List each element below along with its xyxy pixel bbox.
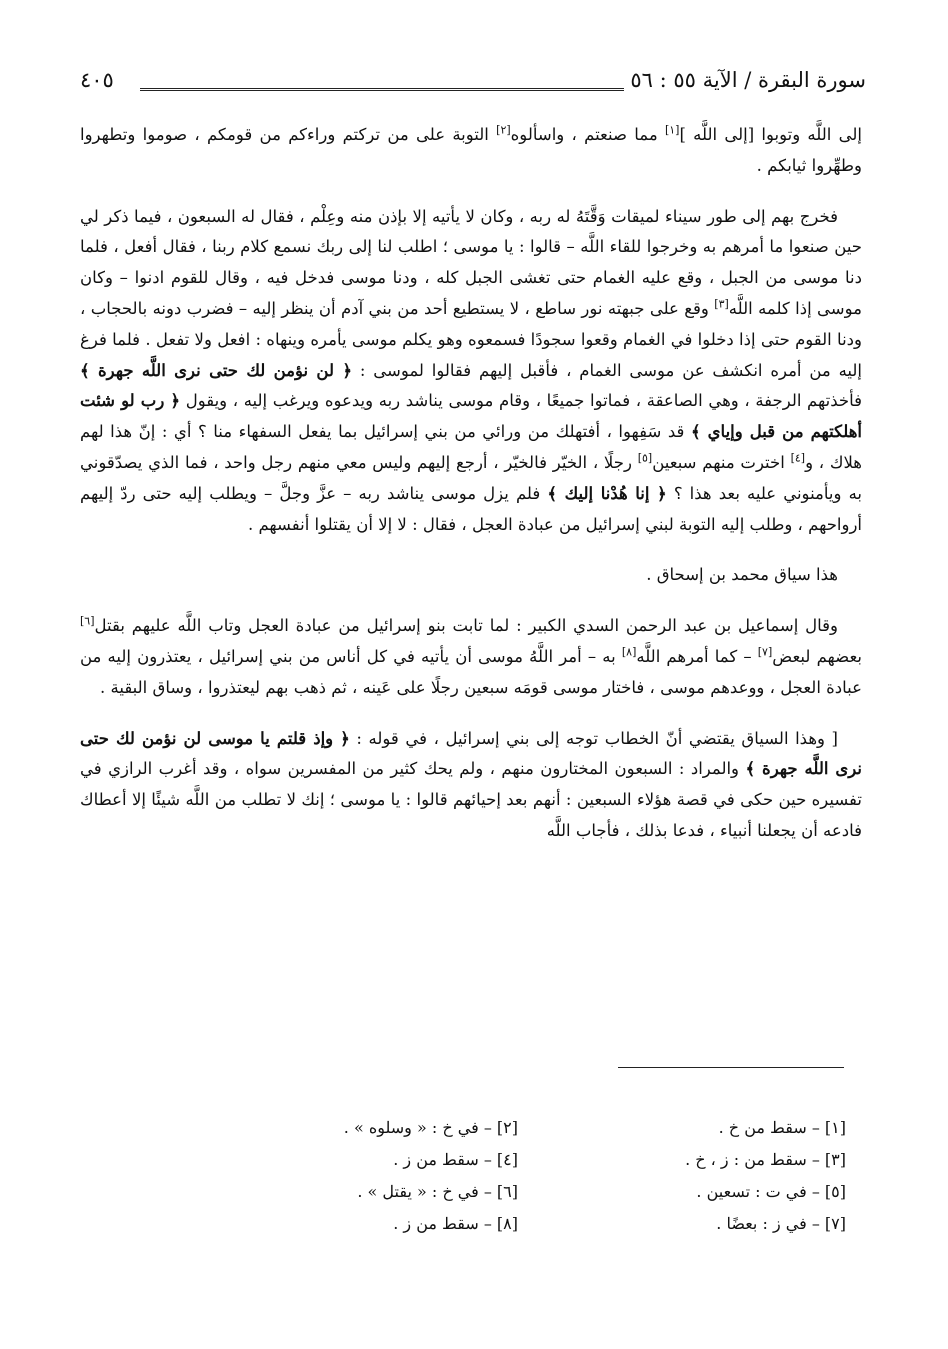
footnote-4: [٤] – سقط من ز . — [393, 1150, 518, 1169]
footnote-6: [٦] – في خ : « يقتل » . — [357, 1182, 518, 1201]
quran-quote: ﴿ إنا هُدْنا إليك ﴾ — [547, 483, 667, 503]
quran-quote: ﴿ رب لو شئت أهلكتهم من قبل وإياي ﴾ — [80, 391, 862, 442]
text: اخترت منهم سبعين — [652, 452, 791, 472]
footnote-ref: [٦] — [80, 614, 95, 628]
footnote-3: [٣] – سقط من : ز ، خ . — [685, 1150, 846, 1169]
footnote-ref: [١] — [664, 123, 680, 137]
quran-quote: ﴿ وإذ قلتم يا موسى لن نؤمن لك حتى نرى اللَّه جهرة ﴾ — [80, 728, 862, 779]
text: وقال إسماعيل بن عبد الرحمن السدي الكبير : لما تابت بنو إسرائيل من عبادة العجل وتاب اللَّه عليهم بقتل — [94, 616, 838, 636]
text: والمراد : السبعون المختارون منهم ، ولم يحك كثير من المفسرين سواه ، وقد أغرب الرازي في تفسيره حين حكى في قصة هؤلاء السبعين : أنهم بعد إحيائهم قالوا : يا موسى ؛ إنك لا تطلب من اللَّه شيئًا إلا أعطاك فادعه أن يجعلنا أنبياء ، فدعا بذلك ، فأجاب اللَّه — [80, 759, 863, 840]
text: فلم يزل موسى يناشد ربه – عزَّ وجلَّ – ويطلب إليه حتى ردّ إليهم أرواحهم ، وطلب إليه التوبة لبني إسرائيل من عبادة العجل ، فقال : لا إلا أن يقتلوا أنفسهم . — [80, 483, 862, 534]
text: – كما أمرهم اللَّه — [636, 646, 758, 666]
text: قد سَفِهوا ، أفتهلك من ورائي من بني إسرائيل بما يفعل السفهاء منا ؟ أي : إنّ هذا لهم هلاك ، و — [80, 422, 863, 472]
paragraph-2 — [80, 202, 862, 541]
quran-quote: ﴿ لن نؤمن لك حتى نرى اللَّه جهرة ﴾ — [80, 360, 353, 380]
paragraph-3: هذا سياق محمد بن إسحاق . — [646, 565, 838, 585]
paragraph-5 — [80, 724, 862, 847]
footnote-ref: [٨] — [621, 645, 637, 659]
text: وقع على جبهته نور ساطع ، لا يستطيع أحد من بني آدم أن ينظر إليه – فضرب دونه بالحجاب ، ودنا القوم حتى إذا دخلوا في الغمام وقعوا سجودًا فسمعوه وهو يكلم موسى يأمره وينهاه : افعل ولا تفعل . فلما فرغ إليه من أمره انكشف عن موسى الغمام ، فأقبل إليهم فقالوا لموسى : — [80, 298, 863, 380]
page-header — [80, 64, 866, 104]
text: رجلًا ، الخيّر فالخيّر ، أرجع إليهم وليس معي منهم رجل واحد ، فما الذي يصدّقوني به ويأمنوني عليه بعد هذا ؟ — [80, 452, 863, 503]
surah-verse-title: سورة البقرة / الآية ٥٥ : ٥٦ — [630, 68, 866, 92]
footnote-separator — [618, 1067, 844, 1068]
text: التوبة على من تركتم وراءكم من قومكم ، صوموا وتطهروا وطهِّروا ثيابكم . — [80, 125, 862, 175]
main-text — [80, 120, 862, 847]
text: بعضهم لبعض — [772, 646, 863, 666]
footnote-8: [٨] – سقط من ز . — [393, 1214, 518, 1233]
header-rule — [140, 88, 624, 91]
footnote-ref: [٢] — [496, 123, 511, 137]
text: به – أمر اللَّهُ موسى أن يأتيه في كل أناس من بني إسرائيل ، يعتذرون إليه من عبادة العجل ، ووعدهم موسى ، فاختار موسى قومَه سبعين رجلًا على عَينه ، ثم ذهب بهم ليعتذروا ، وساق البقية . — [80, 646, 862, 697]
text: إلى اللَّه وتوبوا [إلى اللَّه ] — [679, 125, 862, 144]
footnotes — [230, 1114, 846, 1238]
footnote-2: [٢] – في خ : « وسلوه » . — [343, 1118, 518, 1137]
text: مما صنعتم ، واسألوه — [510, 125, 665, 144]
footnote-1: [١] – سقط من خ . — [718, 1118, 846, 1137]
paragraph-4 — [80, 611, 862, 703]
footnote-7: [٧] – في ز : بعضًا . — [716, 1214, 846, 1233]
text: فأخذتهم الرجفة ، وهي الصاعقة ، فماتوا جميعًا ، وقام موسى يناشد ربه ويدعوه ويرغب إليه ، ويقول — [180, 391, 862, 411]
footnote-ref: [٥] — [637, 451, 653, 465]
footnote-ref: [٧] — [757, 645, 773, 659]
page-number: ٤٠٥ — [80, 68, 114, 92]
text: فخرج بهم إلى طور سيناء لميقات وَقَّتَهُ له ربه ، وكان لا يأتيه إلا بإذن منه وعِلْم ، فقال له السبعون ، فيما ذكر لي حين صنعوا ما أمرهم به وخرجوا للقاء اللَّه – قالوا : يا موسى ؛ اطلب لنا إلى ربك نسمع كلام ربنا ، فقال أفعل ، فلما دنا موسى من الجبل ، وقع عليه الغمام حتى تغشى الجبل كله ، ودنا موسى فدخل فيه ، وقال للقوم ادنوا – وكان موسى إذا كلمه اللَّه — [80, 206, 862, 318]
footnote-ref: [٣] — [714, 297, 729, 311]
footnote-5: [٥] – في ت : تسعين . — [696, 1182, 846, 1201]
text: [ وهذا السياق يقتضي أنّ الخطاب توجه إلى بني إسرائيل ، في قوله : — [349, 728, 838, 748]
paragraph-1 — [80, 120, 862, 182]
footnote-ref: [٤] — [790, 451, 806, 465]
